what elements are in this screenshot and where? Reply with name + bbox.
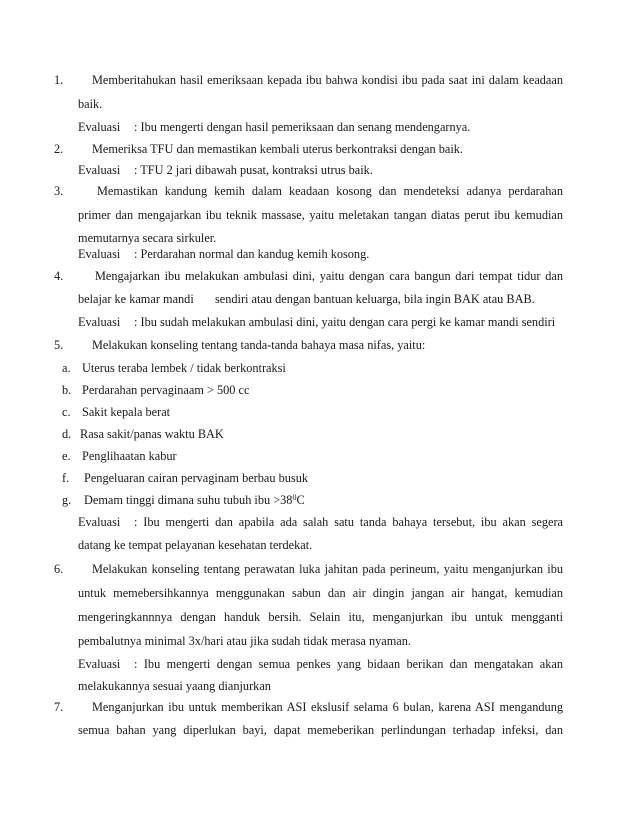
item-6-eval-text: : Ibu mengerti dengan semua penkes yang bidaan berikan dan mengatakan akan xyxy=(134,657,563,671)
item-1-line-1: Memberitahukan hasil emeriksaan kepada ibu bahwa kondisi ibu pada saat ini dalam keadaan xyxy=(92,73,563,87)
item-6-eval-label: Evaluasi xyxy=(78,657,121,671)
item-3-number: 3. xyxy=(54,184,64,198)
item-4-number: 4. xyxy=(54,269,64,283)
sub-item-g-text xyxy=(84,493,305,507)
item-6-line-4: pembalutnya minimal 3x/hari atau jika sudah tidak merasa nyaman. xyxy=(78,634,411,648)
sub-item-f-text: Pengeluaran cairan pervaginam berbau busuk xyxy=(84,471,308,485)
item-1-number: 1. xyxy=(54,73,64,87)
item-1-eval-label: Evaluasi xyxy=(78,120,121,134)
item-6-number: 6. xyxy=(54,562,64,576)
item-5-eval-label: Evaluasi xyxy=(78,515,121,529)
item-3-line-2: primer dan mengajarkan ibu teknik massase, yaitu meletakan tangan diatas perut ibu kemudian xyxy=(78,208,563,222)
sub-item-a-letter: a. xyxy=(62,361,71,375)
item-4-eval-text: : Ibu sudah melakukan ambulasi dini, yaitu dengan cara pergi ke kamar mandi sendiri xyxy=(134,315,556,329)
item-5-eval-text: : Ibu mengerti dan apabila ada salah satu tanda bahaya tersebut, ibu akan segera xyxy=(134,515,563,529)
item-7-line-1: Menganjurkan ibu untuk memberikan ASI ekslusif selama 6 bulan, karena ASI mengandung xyxy=(92,700,563,714)
sub-item-c-text: Sakit kepala berat xyxy=(82,405,171,419)
temperature-unit: C xyxy=(296,493,305,507)
item-7-line-2: semua bahan yang diperlukan bayi, dapat memeberikan perlindungan terhadap infeksi, dan xyxy=(78,723,563,737)
item-6-line-3: mengeringkannnya dengan handuk bersih. Selain itu, menganjurkan ibu untuk mengganti xyxy=(78,610,563,624)
sub-item-a-text: Uterus teraba lembek / tidak berkontraksi xyxy=(82,361,286,375)
item-5-eval-line-2: datang ke tempat pelayanan kesehatan terdekat. xyxy=(78,538,313,552)
item-4-line-1: Mengajarkan ibu melakukan ambulasi dini, yaitu dengan cara bangun dari tempat tidur dan xyxy=(95,269,563,283)
item-6-eval-line-2: melakukannya sesuai yaang dianjurkan xyxy=(78,679,271,693)
sub-item-b-text: Perdarahan pervaginaam > 500 cc xyxy=(82,383,250,397)
item-3-line-1: Memastikan kandung kemih dalam keadaan kosong dan mendeteksi adanya perdarahan xyxy=(97,184,563,198)
degree-superscript: 0 xyxy=(292,493,297,502)
item-3-eval-text: : Perdarahan normal dan kandug kemih kosong. xyxy=(134,247,370,261)
sub-item-d-text: Rasa sakit/panas waktu BAK xyxy=(80,427,224,441)
item-1-line-2: baik. xyxy=(78,97,103,111)
sub-item-f-letter: f. xyxy=(62,471,70,485)
item-6-line-1: Melakukan konseling tentang perawatan luka jahitan pada perineum, yaitu menganjurkan ibu xyxy=(92,562,563,576)
item-4-eval-label: Evaluasi xyxy=(78,315,121,329)
item-3-eval-label: Evaluasi xyxy=(78,247,121,261)
item-2-eval-label: Evaluasi xyxy=(78,163,121,177)
item-4-line-2b: sendiri atau dengan bantuan keluarga, bila ingin BAK atau BAB. xyxy=(215,292,535,306)
sub-item-c-letter: c. xyxy=(62,405,71,419)
item-3-line-3: memutarnya secara sirkuler. xyxy=(78,231,217,245)
item-4-line-2a: belajar ke kamar mandi xyxy=(78,292,194,306)
item-5-line-1: Melakukan konseling tentang tanda-tanda bahaya masa nifas, yaitu: xyxy=(92,338,426,352)
sub-item-g-letter: g. xyxy=(62,493,72,507)
item-2-eval-text: : TFU 2 jari dibawah pusat, kontraksi utrus baik. xyxy=(134,163,373,177)
sub-item-b-letter: b. xyxy=(62,383,72,397)
item-2-line-1: Memeriksa TFU dan memastikan kembali uterus berkontraksi dengan baik. xyxy=(92,142,463,156)
item-2-number: 2. xyxy=(54,142,64,156)
item-1-eval-text: : Ibu mengerti dengan hasil pemeriksaan dan senang mendengarnya. xyxy=(134,120,471,134)
sub-item-e-text: Penglihaatan kabur xyxy=(82,449,177,463)
item-7-number: 7. xyxy=(54,700,64,714)
sub-item-d-letter: d. xyxy=(62,427,72,441)
item-5-number: 5. xyxy=(54,338,64,352)
sub-item-g-body: Demam tinggi dimana suhu tubuh ibu >38 xyxy=(84,493,293,507)
item-6-line-2: untuk memebersihkannya menggunakan sabun dan air dingin jangan air hangat, kemudian xyxy=(78,586,563,600)
sub-item-e-letter: e. xyxy=(62,449,71,463)
